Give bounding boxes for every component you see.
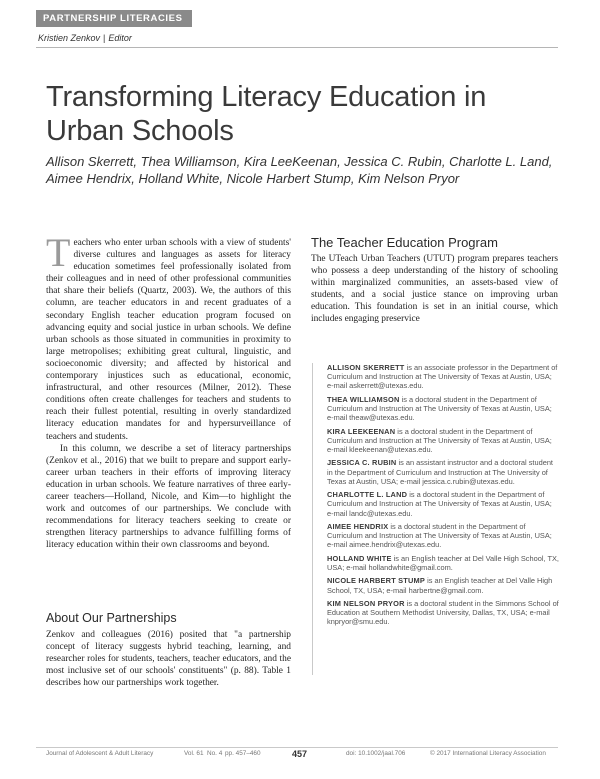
intro-paragraph-text: eachers who enter urban schools with a view of students' diverse cultures and languages as assets for literacy education sometimes feel professionally isolated from their colleagues and in need of other professional communities that share their beliefs (Quartz, 2003). We, the authors of this column, are teacher educators in and recent graduates of a secondary English teacher education program focused on advancing equity and social justice in urban schools. We define urban schools as those situated in communities in proximity to large metropolises; exhibiting great cultural, linguistic, and socioeconomic diversity; and affected by historical and contemporary injustices such as educational, economic, infrastructural, and other resources (Milner, 2012). These conditions often create challenges for teachers and students to reach their fullest potential, resulting in overly standardized literacy education mandates for and hypersurveillance of teachers and students. <box>46 238 291 442</box>
bio-name: JESSICA C. RUBIN <box>327 458 397 468</box>
footer-journal: Journal of Adolescent & Adult Literacy <box>46 750 154 757</box>
intro-paragraph <box>46 230 291 443</box>
bio-text: is a doctoral student in the Department of Curriculum and Instruction at The University of Texas at Austin, USA; e-mail theaw@utexas.edu. <box>327 394 552 423</box>
drop-cap: T <box>46 230 71 275</box>
bio-name: AIMEE HENDRIX <box>327 521 389 531</box>
author-bio <box>327 576 560 594</box>
footer-volume: Vol. 61 <box>184 750 204 757</box>
editor-line <box>38 33 132 43</box>
bio-name: NICOLE HARBERT STUMP <box>327 576 426 586</box>
bio-name: CHARLOTTE L. LAND <box>327 490 408 500</box>
bio-name: HOLLAND WHITE <box>327 553 392 563</box>
footer-pages: pp. 457–460 <box>225 750 261 757</box>
author-list: Allison Skerrett, Thea Williamson, Kira LeeKeenan, Jessica C. Rubin, Charlotte L. Land, Aimee Hendrix, Holland White, Nicole Harbert Stump, Kim Nelson Pryor <box>46 154 553 186</box>
section-heading-teacher-education: The Teacher Education Program <box>311 235 498 250</box>
bio-name: THEA WILLIAMSON <box>327 394 400 404</box>
teacher-education-paragraph: The UTeach Urban Teachers (UTUT) program prepares teachers who possess a deep understanding of the history of schooling within marginalized communities, an assets-based view of students, and a social justice stance on improving urban education. This foundation is set in an initial course, which includes engaging preservice <box>311 254 558 325</box>
bio-name: ALLISON SKERRETT <box>327 363 405 372</box>
intro-column <box>46 230 291 551</box>
bio-text: is a doctoral student in the Simmons School of Education at Southern Methodist University, Dallas, TX, USA; e-mail knpryor@smu.edu. <box>327 598 559 627</box>
bio-text: is a doctoral student in the Department of Curriculum and Instruction at The University of Texas at Austin, USA; e-mail kleekeenan@utexas.edu. <box>327 426 552 454</box>
bio-name: KIM NELSON PRYOR <box>327 598 405 608</box>
author-bio <box>327 363 560 391</box>
bio-text: is an associate professor in the Department of Curriculum and Instruction at The University of Texas at Austin, USA; e-mail askerrett@utexas.edu. <box>327 363 558 391</box>
footer-copyright: © 2017 International Literacy Association <box>430 750 546 757</box>
bio-text: is an English teacher at Del Valle High School, TX, USA; e-mail hollandwhite@gmail.com. <box>327 553 559 572</box>
footer-doi: doi: 10.1002/jaal.706 <box>346 750 406 757</box>
editor-role: Editor <box>108 33 132 43</box>
bio-text: is a doctoral student in the Department of Curriculum and Instruction at The University of Texas at Austin, USA; e-mail aimee.hendrix@utexas.edu. <box>327 521 552 550</box>
partnerships-paragraph: Zenkov and colleagues (2016) posited that "a partnership concept of literacy suggests hybrid teaching, learning, and researcher roles for students, teachers, teacher educators, and the most inclusive set of our schools' constituents" (p. 88). Table 1 describes how our partnerships work together. <box>46 630 291 689</box>
author-bio <box>327 490 560 518</box>
author-bio <box>327 554 560 572</box>
bio-text: is an assistant instructor and a doctoral student in the Department of Curriculum and Instruction at The University of Texas at Austin, USA; e-mail jessica.c.rubin@utexas.edu. <box>327 458 553 486</box>
author-bio <box>327 458 560 486</box>
author-bio <box>327 395 560 423</box>
bio-text: is an English teacher at Del Valle High School, TX, USA; e-mail harbertne@gmail.com. <box>327 576 553 595</box>
header-divider <box>36 47 558 48</box>
section-label: PARTNERSHIP LITERACIES <box>43 13 183 24</box>
author-bio <box>327 599 560 627</box>
bio-name: KIRA LEEKEENAN <box>327 426 396 436</box>
author-bio-box <box>312 363 560 675</box>
author-bio <box>327 427 560 455</box>
article-title: Transforming Literacy Education in Urban Schools <box>46 81 487 147</box>
page-footer <box>46 747 566 761</box>
editor-name: Kristien Zenkov <box>38 33 101 43</box>
page-number: 457 <box>292 749 308 759</box>
editor-separator: | <box>103 33 106 43</box>
author-bio <box>327 522 560 550</box>
intro-paragraph-2: In this column, we describe a set of literacy partnerships (Zenkov et al., 2016) that we built to prepare and support early-career urban teachers in their efforts of improving literacy education in urban schools. We feature narratives of three early-career teachers—Holland, Nicole, and Kim—to highlight the work and outcomes of our partnerships. We conclude with recommendations for literacy teachers seeking to create or strengthen literacy partnerships to advance fulfilling forms of literacy education within their own classrooms and beyond. <box>46 443 291 551</box>
bio-text: is a doctoral student in the Department of Curriculum and Instruction at The University of Texas at Austin, USA; e-mail landc@utexas.edu. <box>327 490 552 518</box>
section-label-band <box>36 10 192 27</box>
footer-number: No. 4 <box>207 750 223 757</box>
section-heading-partnerships: About Our Partnerships <box>46 611 177 625</box>
